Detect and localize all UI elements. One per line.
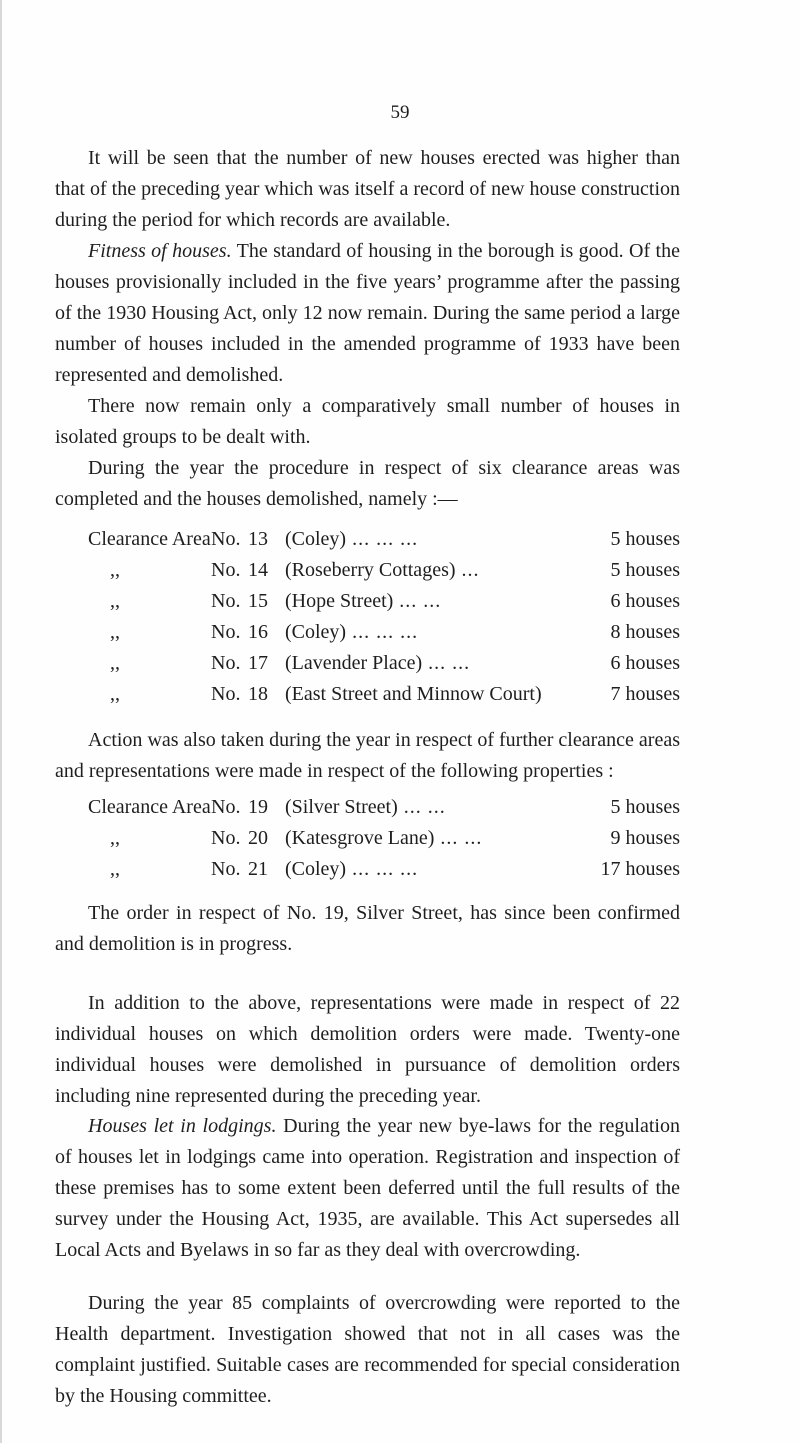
paragraph-clearance-completed: During the year the procedure in respect of six clearance areas was completed and the houses demolished, namely :— [55, 457, 680, 510]
represented-clearance-list [88, 792, 680, 885]
paragraph-overcrowding-complaints: During the year 85 complaints of overcrowding were reported to the Health department. Investigation showed that not in all cases was the complaint justified. Suitable cases are recommended for special consideration by the Housing committee. [55, 1292, 680, 1407]
heading-fitness-of-houses: Fitness of houses. [88, 240, 232, 262]
list-item: ,, No. 14 (Roseberry Cottages) ... 5 houses [110, 559, 680, 581]
paragraph-fitness-of-houses [55, 236, 680, 391]
page-number: 59 [390, 102, 410, 123]
completed-clearance-list [88, 524, 680, 710]
list-item: ,, No. 15 (Hope Street) ... ... 6 houses [110, 590, 680, 612]
list-item: ,, No. 17 (Lavender Place) ... ... 6 houses [110, 652, 680, 674]
text-fitness-of-houses: The standard of housing in the borough is good. Of the houses provisionally included in the five years’ programme after the passing of the 1930 Housing Act, only 12 now remain. During the same period a large number of houses included in the amended programme of 1933 have been represented and demolished. [55, 240, 680, 386]
list-item: ,, No. 18 (East Street and Minnow Court) 7 houses [110, 683, 680, 705]
paragraph-houses-let-in-lodgings [55, 1111, 680, 1266]
text-houses-let-in-lodgings: During the year new bye-laws for the regulation of houses let in lodgings came into operation. Registration and inspection of these premises has to some extent been deferred until the full results of the survey under the Housing Act, 1935, are available. This Act supersedes all Local Acts and Byelaws in so far as they deal with overcrowding. [55, 1115, 680, 1261]
paragraph-order-confirmed: The order in respect of No. 19, Silver Street, has since been confirmed and demolition is in progress. [55, 902, 680, 955]
paragraph-individual-houses: In addition to the above, representations were made in respect of 22 individual houses on which demolition orders were made. Twenty-one individual houses were demolished in pursuance of demolition orders including nine represented during the preceding year. [55, 992, 680, 1107]
heading-houses-let-in-lodgings: Houses let in lodgings. [88, 1115, 277, 1137]
list-item: ,, No. 21 (Coley) ... ... ... 17 houses [110, 858, 680, 880]
list-item: Clearance Area No. 19 (Silver Street) ... ... 5 houses [88, 796, 680, 818]
list-item: ,, No. 20 (Katesgrove Lane) ... ... 9 houses [110, 827, 680, 849]
list-item: Clearance Area No. 13 (Coley) ... ... ... 5 houses [88, 528, 680, 550]
list-item: ,, No. 16 (Coley) ... ... ... 8 houses [110, 621, 680, 643]
paragraph-new-houses: It will be seen that the number of new houses erected was higher than that of the preceding year which was itself a record of new house construction during the period for which records are available. [55, 147, 680, 231]
paragraph-further-action: Action was also taken during the year in respect of further clearance areas and representations were made in respect of the following properties : [55, 729, 680, 782]
paragraph-remaining-houses: There now remain only a comparatively small number of houses in isolated groups to be dealt with. [55, 395, 680, 448]
scan-edge [0, 0, 2, 1443]
